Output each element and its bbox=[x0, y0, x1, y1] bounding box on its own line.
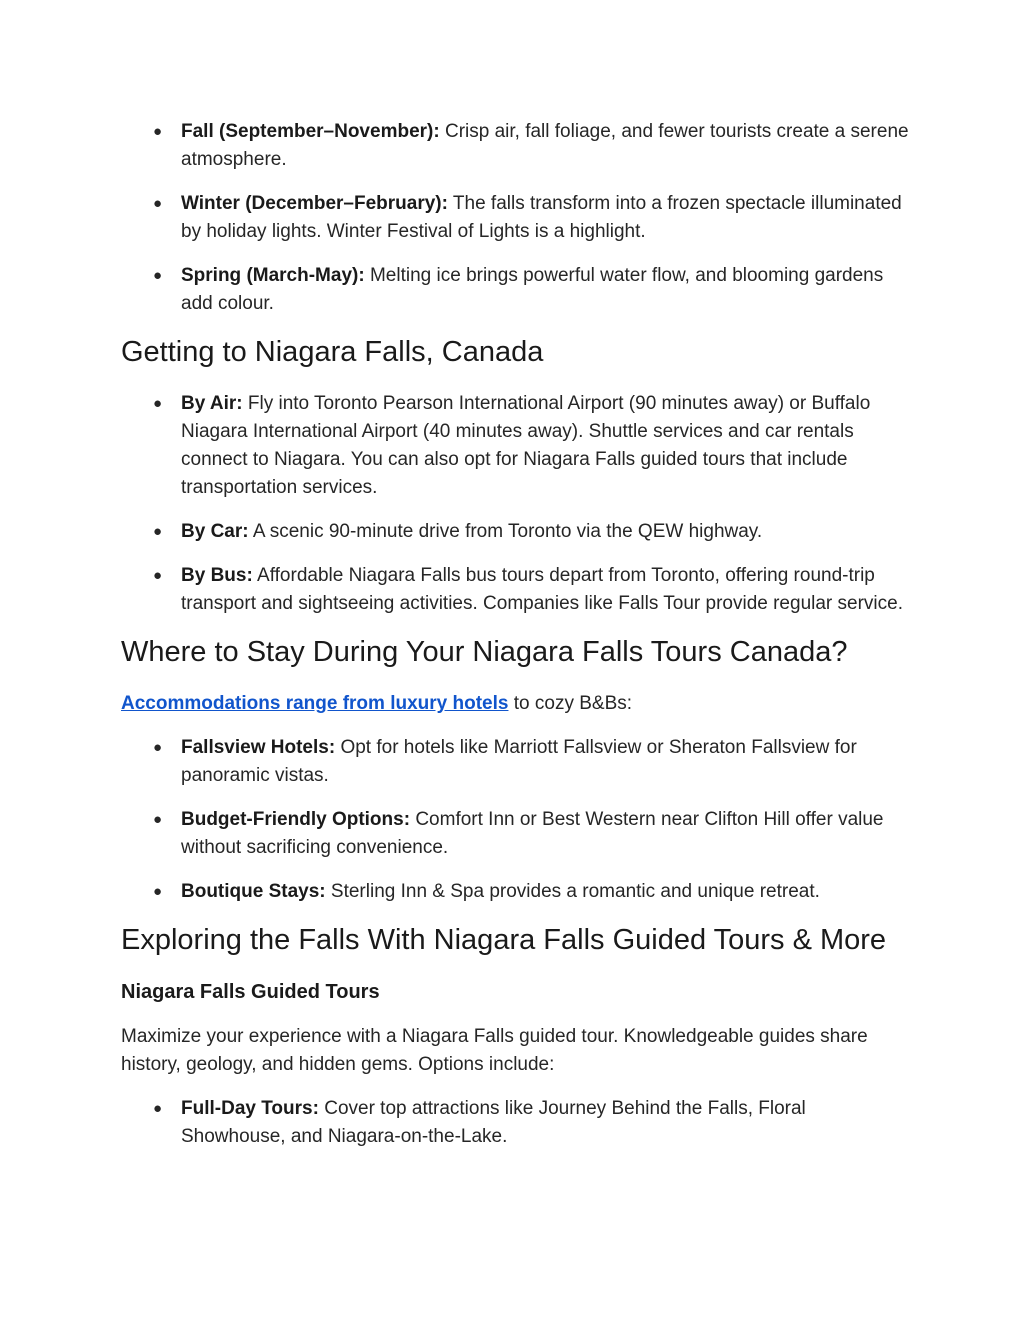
section-heading-getting-there: Getting to Niagara Falls, Canada bbox=[121, 336, 544, 368]
list-item-text: Affordable Niagara Falls bus tours depart from Toronto, offering round-trip transport and sightseeing activities. Companies like Falls Tour provide regular service. bbox=[181, 565, 903, 614]
list-item bbox=[121, 518, 911, 546]
bullet-icon: ● bbox=[153, 883, 163, 900]
list-item bbox=[121, 1095, 911, 1151]
stay-intro-text: to cozy B&Bs: bbox=[508, 693, 633, 714]
list-item bbox=[121, 734, 911, 790]
bullet-icon: ● bbox=[153, 395, 163, 412]
list-item bbox=[121, 806, 911, 862]
subheading-guided-tours: Niagara Falls Guided Tours bbox=[121, 981, 380, 1003]
list-item-term: Boutique Stays: bbox=[181, 881, 326, 902]
list-item-text: Melting ice brings powerful water flow, and blooming gardens add colour. bbox=[181, 265, 884, 314]
section-heading-where-to-stay: Where to Stay During Your Niagara Falls Tours Canada? bbox=[121, 636, 848, 668]
list-item-term: Fall (September–November): bbox=[181, 121, 440, 142]
list-item-text: Cover top attractions like Journey Behind the Falls, Floral Showhouse, and Niagara-on-the-Lake. bbox=[181, 1098, 806, 1147]
list-item-text: The falls transform into a frozen spectacle illuminated by holiday lights. Winter Festival of Lights is a highlight. bbox=[181, 193, 902, 242]
list-item-term: Budget-Friendly Options: bbox=[181, 809, 411, 830]
bullet-icon: ● bbox=[153, 811, 163, 828]
list-item-term: By Car: bbox=[181, 521, 249, 542]
guided-tours-paragraph: Maximize your experience with a Niagara Falls guided tour. Knowledgeable guides share history, geology, and hidden gems. Options include: bbox=[121, 1026, 868, 1075]
list-item bbox=[121, 262, 911, 318]
list-item bbox=[121, 118, 911, 174]
bullet-icon: ● bbox=[153, 267, 163, 284]
list-item-term: Fallsview Hotels: bbox=[181, 737, 336, 758]
list-item-term: Winter (December–February): bbox=[181, 193, 448, 214]
bullet-icon: ● bbox=[153, 523, 163, 540]
seasons-list bbox=[121, 118, 911, 318]
list-item bbox=[121, 562, 911, 618]
list-item-term: Spring (March-May): bbox=[181, 265, 365, 286]
document-page bbox=[121, 118, 911, 1167]
getting-there-list bbox=[121, 390, 911, 618]
list-item bbox=[121, 190, 911, 246]
stay-intro bbox=[121, 690, 911, 718]
list-item bbox=[121, 878, 911, 906]
guided-tours-list bbox=[121, 1095, 911, 1151]
bullet-icon: ● bbox=[153, 1100, 163, 1117]
list-item-text: Fly into Toronto Pearson International Airport (90 minutes away) or Buffalo Niagara International Airport (40 minutes away). Shuttle services and car rentals connect to Niagara. You can also opt for Niagara Falls guided tours that include transportation services. bbox=[181, 393, 871, 498]
list-item bbox=[121, 390, 911, 502]
accommodations-link[interactable]: Accommodations range from luxury hotels bbox=[121, 693, 509, 714]
list-item-text: Crisp air, fall foliage, and fewer tourists create a serene atmosphere. bbox=[181, 121, 909, 170]
list-item-text: A scenic 90-minute drive from Toronto via the QEW highway. bbox=[252, 521, 763, 542]
list-item-term: By Air: bbox=[181, 393, 243, 414]
bullet-icon: ● bbox=[153, 195, 163, 212]
bullet-icon: ● bbox=[153, 739, 163, 756]
bullet-icon: ● bbox=[153, 567, 163, 584]
list-item-term: Full-Day Tours: bbox=[181, 1098, 319, 1119]
list-item-term: By Bus: bbox=[181, 565, 253, 586]
list-item-text: Sterling Inn & Spa provides a romantic and unique retreat. bbox=[330, 881, 820, 902]
bullet-icon: ● bbox=[153, 123, 163, 140]
section-heading-exploring: Exploring the Falls With Niagara Falls Guided Tours & More bbox=[121, 924, 887, 956]
list-item-text: Comfort Inn or Best Western near Clifton Hill offer value without sacrificing convenience. bbox=[181, 809, 884, 858]
list-item-text: Opt for hotels like Marriott Fallsview or Sheraton Fallsview for panoramic vistas. bbox=[181, 737, 857, 786]
stay-list bbox=[121, 734, 911, 906]
